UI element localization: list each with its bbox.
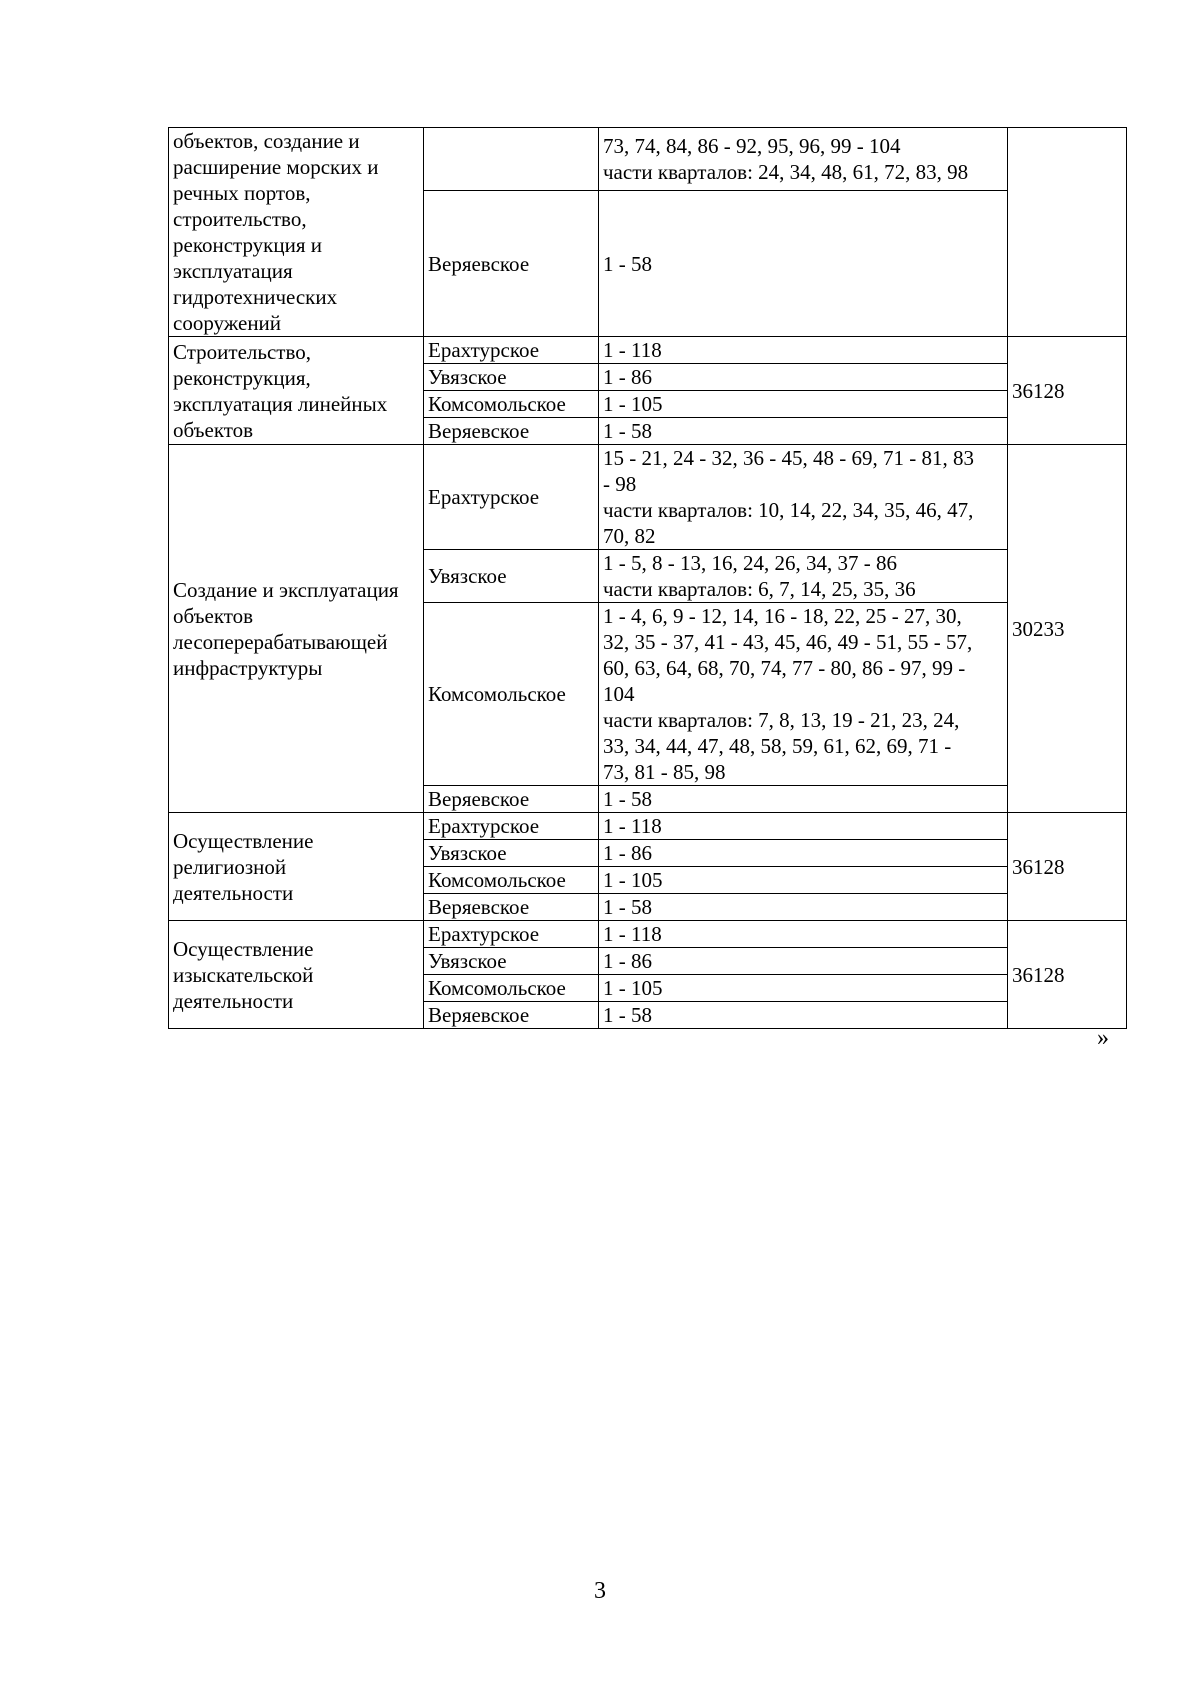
quarters-line: 104 xyxy=(603,682,635,706)
area-cell: 36128 xyxy=(1008,813,1127,921)
area-cell xyxy=(1008,128,1127,337)
forestry-cell: Ерахтурское xyxy=(424,445,599,550)
activity-line: Строительство, xyxy=(173,339,311,364)
activity-cell xyxy=(169,921,424,1029)
activity-line: расширение морских и xyxy=(173,155,379,179)
activity-line: реконструкция, xyxy=(173,365,311,390)
forestry-cell: Веряевское xyxy=(424,1002,599,1029)
area-cell: 36128 xyxy=(1008,337,1127,445)
table-row xyxy=(169,128,1127,191)
activity-line: строительство, xyxy=(173,207,307,231)
quarters-line: 70, 82 xyxy=(603,524,656,548)
table-row xyxy=(169,813,1127,840)
closing-quote: » xyxy=(1097,1025,1109,1051)
activity-cell xyxy=(169,813,424,921)
activity-line: гидротехнических xyxy=(173,285,338,309)
quarters-line: 32, 35 - 37, 41 - 43, 45, 46, 49 - 51, 55 - 57, xyxy=(603,630,973,654)
activity-line: деятельности xyxy=(173,988,294,1013)
area-cell: 30233 xyxy=(1008,445,1127,813)
quarters-cell: 1 - 105 xyxy=(599,867,1008,894)
activity-line: Создание и эксплуатация xyxy=(173,577,399,602)
quarters-cell xyxy=(599,128,1008,191)
table-row xyxy=(169,921,1127,948)
activity-line: эксплуатация линейных xyxy=(173,391,388,416)
activity-line: сооружений xyxy=(173,311,282,335)
area-cell: 36128 xyxy=(1008,921,1127,1029)
forestry-cell: Комсомольское xyxy=(424,975,599,1002)
activity-line: объектов xyxy=(173,603,254,628)
quarters-line: - 98 xyxy=(603,472,637,496)
quarters-line: 73, 74, 84, 86 - 92, 95, 96, 99 - 104 xyxy=(603,134,901,158)
quarters-cell: 1 - 58 xyxy=(599,1002,1008,1029)
quarters-cell xyxy=(599,603,1008,786)
quarters-line: 73, 81 - 85, 98 xyxy=(603,760,726,784)
quarters-cell: 1 - 118 xyxy=(599,921,1008,948)
quarters-cell: 1 - 58 xyxy=(599,418,1008,445)
forestry-cell: Увязское xyxy=(424,364,599,391)
activity-line: речных портов, xyxy=(173,181,311,205)
quarters-line: 1 - 4, 6, 9 - 12, 14, 16 - 18, 22, 25 - 27, 30, xyxy=(603,604,962,628)
quarters-cell xyxy=(599,445,1008,550)
activity-cell xyxy=(169,337,424,445)
quarters-line: 60, 63, 64, 68, 70, 74, 77 - 80, 86 - 97, 99 - xyxy=(603,656,966,680)
forestry-cell: Веряевское xyxy=(424,191,599,337)
forestry-cell: Увязское xyxy=(424,840,599,867)
activity-line: Осуществление xyxy=(173,828,314,853)
quarters-cell: 1 - 86 xyxy=(599,840,1008,867)
quarters-cell xyxy=(599,550,1008,603)
quarters-line: 1 - 58 xyxy=(603,787,652,811)
quarters-cell: 1 - 86 xyxy=(599,948,1008,975)
quarters-line: 1 - 5, 8 - 13, 16, 24, 26, 34, 37 - 86 xyxy=(603,551,897,575)
forestry-cell xyxy=(424,128,599,191)
quarters-cell: 1 - 118 xyxy=(599,337,1008,364)
activity-cell xyxy=(169,445,424,813)
activity-line: изыскательской xyxy=(173,962,314,987)
forestry-cell: Ерахтурское xyxy=(424,813,599,840)
forestry-cell: Веряевское xyxy=(424,786,599,813)
table-row xyxy=(169,337,1127,364)
forestry-cell: Комсомольское xyxy=(424,391,599,418)
quarters-line: 33, 34, 44, 47, 48, 58, 59, 61, 62, 69, 71 - xyxy=(603,734,952,758)
quarters-line: части кварталов: 10, 14, 22, 34, 35, 46, 47, xyxy=(603,498,974,522)
quarters-line: части кварталов: 7, 8, 13, 19 - 21, 23, 24, xyxy=(603,708,960,732)
quarters-cell: 1 - 58 xyxy=(599,894,1008,921)
quarters-cell xyxy=(599,786,1008,813)
table-row xyxy=(169,445,1127,550)
activity-line: объектов xyxy=(173,417,254,442)
forestry-cell: Ерахтурское xyxy=(424,921,599,948)
quarters-cell: 1 - 105 xyxy=(599,975,1008,1002)
activity-line: эксплуатация xyxy=(173,259,293,283)
forestry-cell: Комсомольское xyxy=(424,867,599,894)
activity-line: реконструкция и xyxy=(173,233,322,257)
activity-line: лесоперерабатывающей xyxy=(173,629,388,654)
quarters-line: части кварталов: 6, 7, 14, 25, 35, 36 xyxy=(603,577,916,601)
forestry-cell: Увязское xyxy=(424,550,599,603)
activity-line: Осуществление xyxy=(173,936,314,961)
activity-line: инфраструктуры xyxy=(173,655,323,680)
quarters-line: части кварталов: 24, 34, 48, 61, 72, 83, 98 xyxy=(603,160,969,184)
forestry-cell: Комсомольское xyxy=(424,603,599,786)
forestry-cell: Веряевское xyxy=(424,894,599,921)
activity-line: объектов, создание и xyxy=(173,129,360,153)
quarters-cell: 1 - 58 xyxy=(599,191,1008,337)
activity-line: деятельности xyxy=(173,880,294,905)
page-number: 3 xyxy=(594,1578,606,1604)
forestry-cell: Ерахтурское xyxy=(424,337,599,364)
quarters-line: 15 - 21, 24 - 32, 36 - 45, 48 - 69, 71 - 81, 83 xyxy=(603,446,974,470)
activity-line: религиозной xyxy=(173,854,287,879)
quarters-cell: 1 - 86 xyxy=(599,364,1008,391)
activity-cell xyxy=(169,128,424,337)
quarters-cell: 1 - 118 xyxy=(599,813,1008,840)
forestry-cell: Увязское xyxy=(424,948,599,975)
quarters-cell: 1 - 105 xyxy=(599,391,1008,418)
forestry-table xyxy=(168,127,1127,1029)
forestry-cell: Веряевское xyxy=(424,418,599,445)
